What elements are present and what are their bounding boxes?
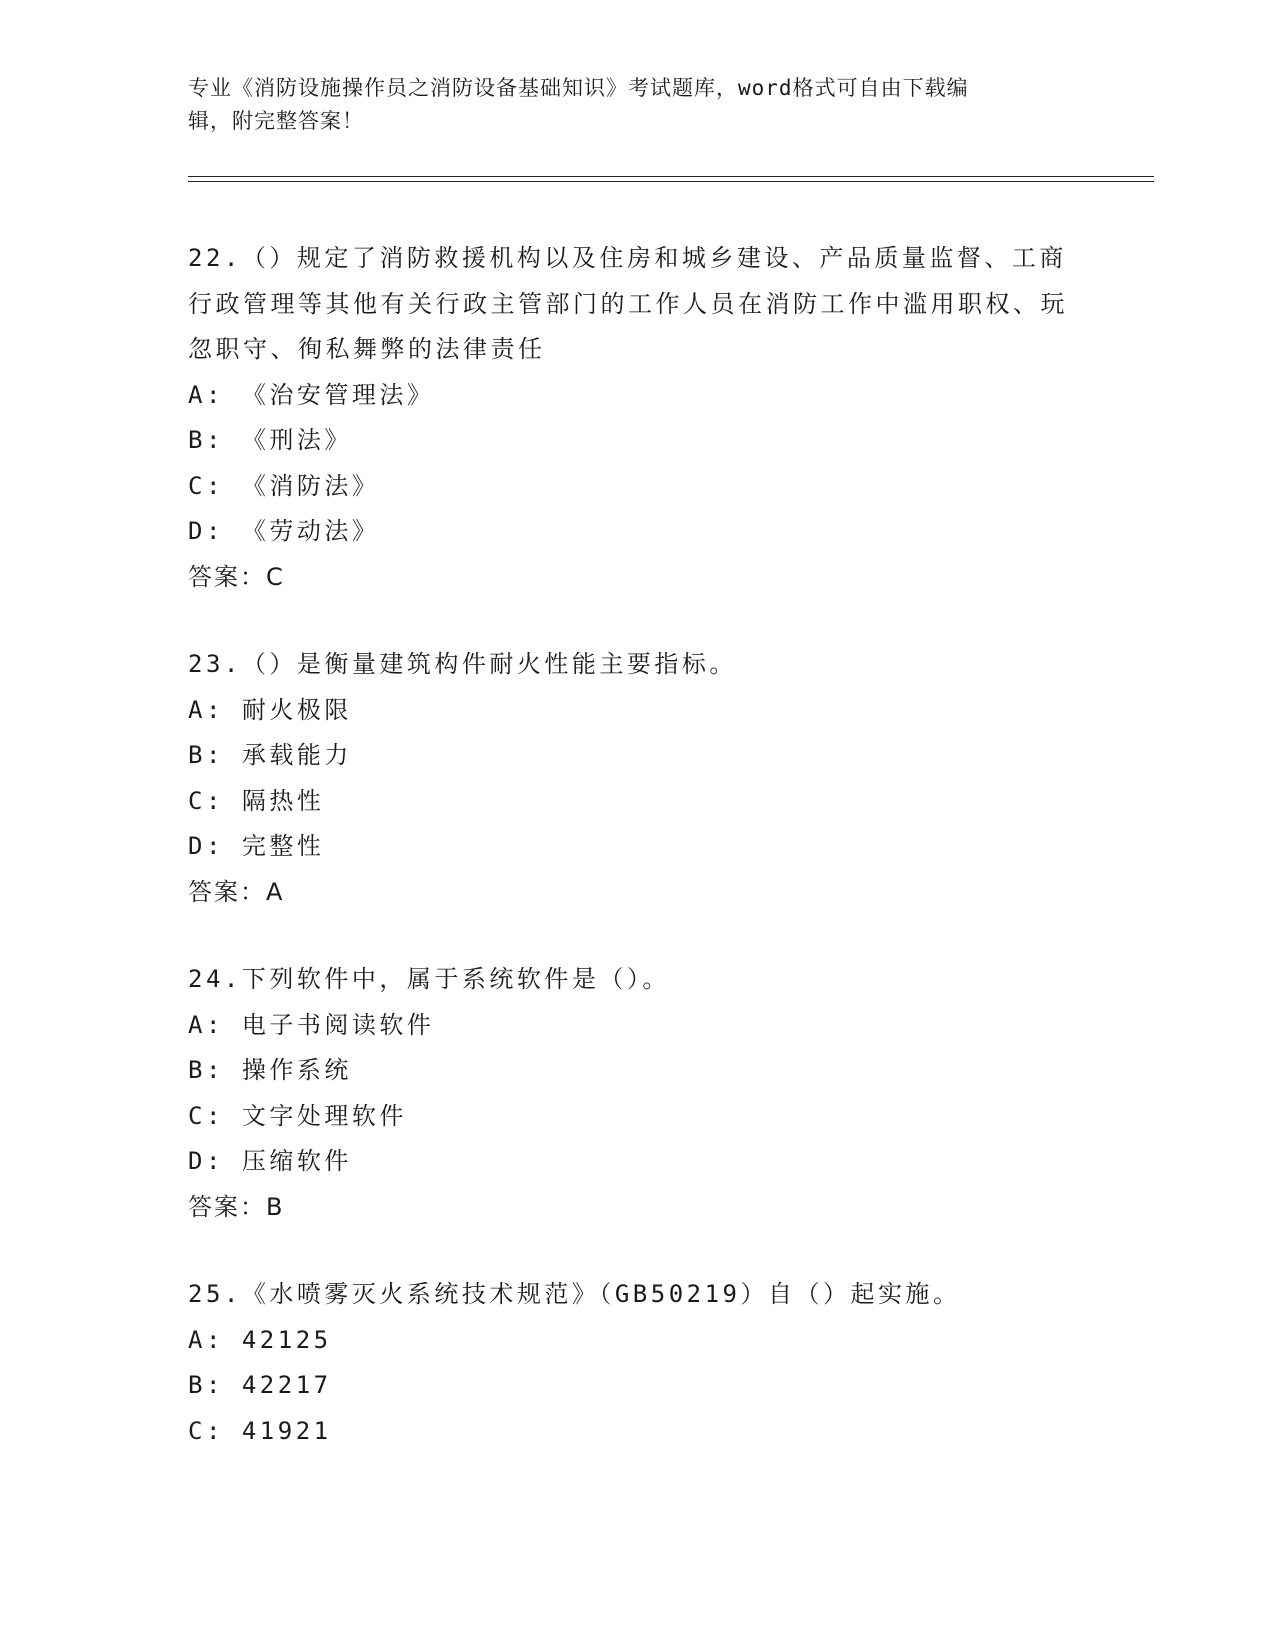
option-a: A: 《治安管理法》 [188,380,435,409]
option-b: B: 承载能力 [188,741,352,769]
option-b: B: 《刑法》 [188,426,352,454]
option-b: B: 42217 [188,1371,332,1399]
question-25 [188,1272,1088,1454]
header-line-1: 专业《消防设施操作员之消防设备基础知识》考试题库，word格式可自由下载编 [188,76,969,100]
option-d: D: 压缩软件 [188,1147,352,1175]
question-22 [188,236,1088,600]
option-c: C: 41921 [188,1416,332,1445]
option-d: D: 《劳动法》 [188,517,380,545]
question-23 [188,642,1088,915]
option-c: C: 隔热性 [188,786,325,815]
option-a: A: 42125 [188,1325,332,1354]
question-24 [188,957,1088,1230]
question-text: 24.下列软件中，属于系统软件是（）。 [188,965,670,993]
answer: 答案：B [188,1192,285,1221]
answer: 答案：C [188,562,285,591]
header-divider [188,176,1154,182]
question-text: 25.《水喷雾灭火系统技术规范》（GB50219）自（）起实施。 [188,1280,961,1308]
option-a: A: 耐火极限 [188,695,352,724]
question-list [188,236,1088,1496]
answer: 答案：A [188,877,285,906]
option-d: D: 完整性 [188,832,325,860]
header-line-2: 辑，附完整答案！ [188,109,364,133]
question-text: 23.（）是衡量建筑构件耐火性能主要指标。 [188,650,737,678]
document-header [188,72,1088,138]
option-c: C: 《消防法》 [188,471,380,500]
question-text: 22.（）规定了消防救援机构以及住房和城乡建设、产品质量监督、工商行政管理等其他有关行政主管部门的工作人员在消防工作中滥用职权、玩忽职守、徇私舞弊的法律责任 [188,244,1068,363]
option-a: A: 电子书阅读软件 [188,1010,435,1039]
option-c: C: 文字处理软件 [188,1101,407,1130]
option-b: B: 操作系统 [188,1056,352,1084]
